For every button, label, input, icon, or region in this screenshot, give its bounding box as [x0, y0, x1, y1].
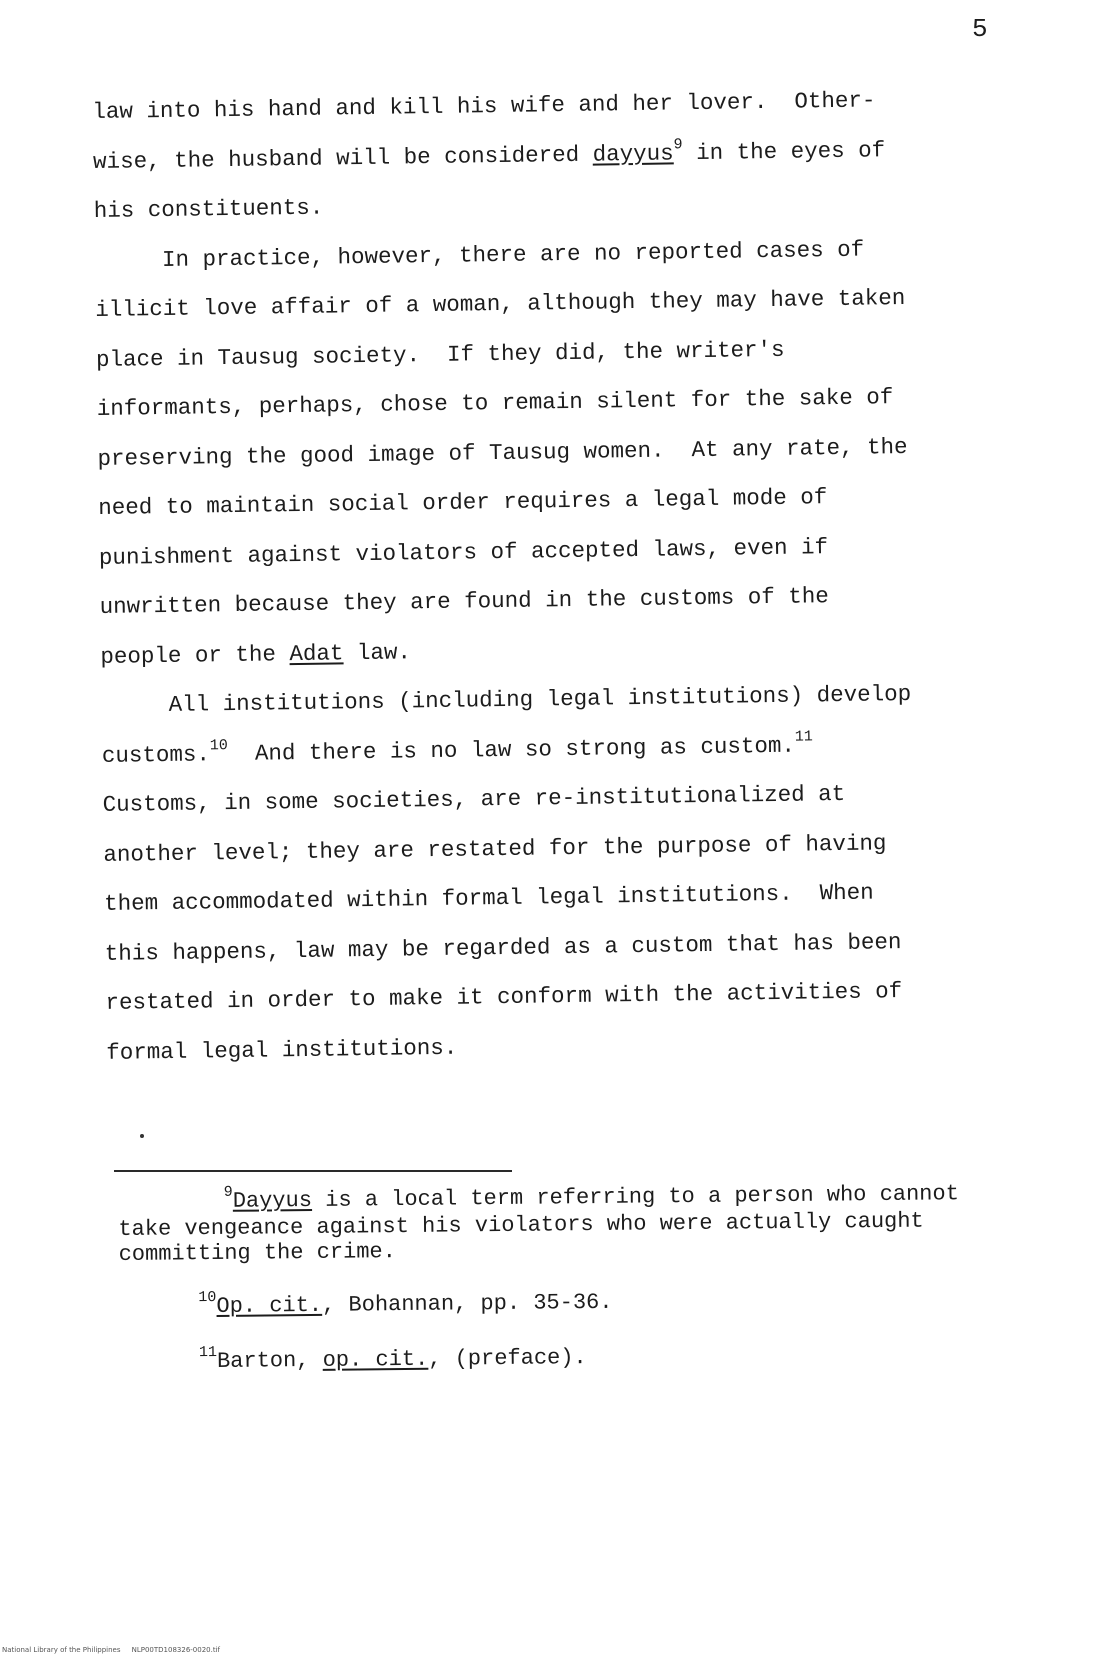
body-text	[92, 74, 1027, 1078]
footnote-divider	[114, 1170, 512, 1172]
stray-mark	[140, 1134, 144, 1138]
footnote-ref-11: 11	[794, 727, 813, 746]
body-line: customs.$^{10}$ And there is no law so strong as custom.$^{11}$	[101, 727, 813, 769]
body-line: unwritten because they are found in the customs of the	[99, 583, 829, 620]
body-line: this happens, law may be regarded as a custom that has been	[104, 928, 902, 967]
page-number: 5	[972, 14, 988, 44]
archive-label: National Library of the Philippines NLP00TD108326-0020.tif	[2, 1646, 220, 1654]
body-line: All institutions (including legal institutions) develop	[100, 680, 912, 719]
body-line: them accommodated within formal legal institutions. When	[103, 879, 874, 917]
body-line: another level; they are restated for the purpose of having	[103, 829, 887, 868]
body-line: people or the Adat law.	[100, 638, 412, 670]
footnote-11: $^{11}$Barton, op. cit., (preface).	[198, 1343, 587, 1374]
footnote-9-line-3: committing the crime.	[118, 1239, 397, 1267]
body-line: law into his hand and kill his wife and her lover. Other-	[92, 87, 876, 125]
body-line: punishment against violators of accepted laws, even if	[98, 533, 829, 571]
body-line: formal legal institutions.	[106, 1034, 458, 1066]
body-line: need to maintain social order requires a legal mode of	[98, 484, 828, 521]
term-dayyus: dayyus	[592, 139, 674, 168]
footnotes	[118, 1180, 1050, 1377]
body-line: Customs, in some societies, are re-institutionalized at	[102, 780, 846, 818]
body-line: place in Tausug society. If they did, the writer's	[95, 336, 785, 373]
body-line: his constituents.	[93, 194, 324, 224]
footnote-9: $^9$Dayyus is a local term referring to a person who cannot	[223, 1181, 959, 1214]
body-line: In practice, however, there are no reported cases of	[94, 236, 865, 274]
body-line: informants, perhaps, chose to remain silent for the sake of	[96, 384, 894, 422]
term-adat: Adat	[289, 639, 344, 667]
footnote-ref-10: 10	[209, 736, 228, 754]
footnote-9-line-2: take vengeance against his violators who were actually caught	[118, 1208, 924, 1242]
body-line: wise, the husband will be considered dayyus$^9$ in the eyes of	[92, 135, 886, 175]
body-line: preserving the good image of Tausug women. At any rate, the	[97, 433, 908, 472]
body-line: restated in order to make it conform with the activities of	[105, 978, 903, 1016]
footnote-10: $^{10}$Op. cit., Bohannan, pp. 35-36.	[198, 1288, 613, 1319]
footnote-ref-9: 9	[673, 135, 683, 153]
body-line: illicit love affair of a woman, although they may have taken	[95, 284, 906, 323]
